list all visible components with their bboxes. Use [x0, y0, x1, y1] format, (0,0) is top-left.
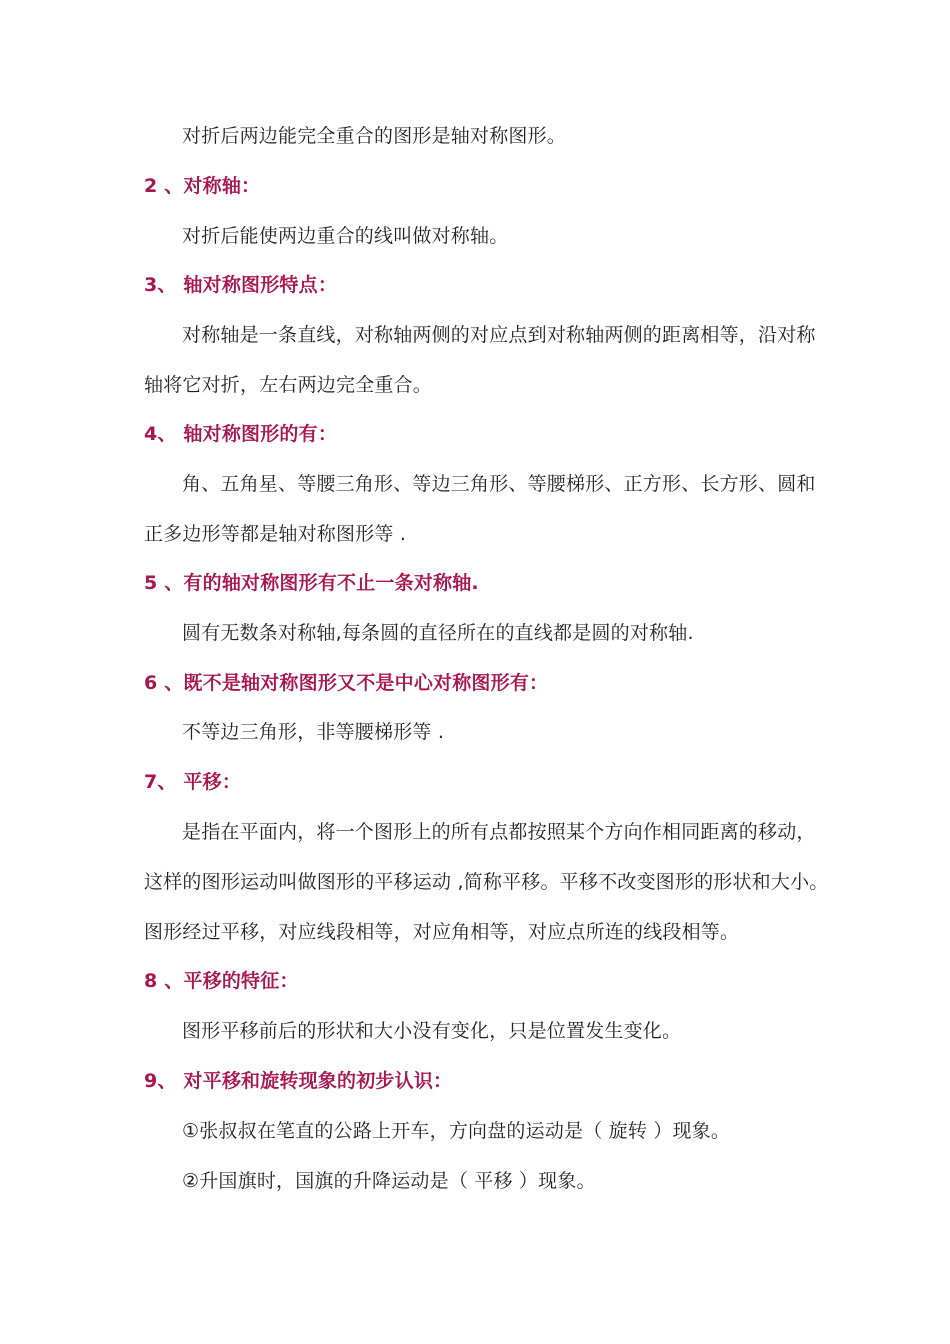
- paragraph-translation-features: 图形平移前后的形状和大小没有变化，只是位置发生变化。: [182, 1020, 682, 1042]
- paragraph-shapes-line2: 正多边形等都是轴对称图形等 .: [144, 523, 407, 545]
- paragraph-translation-line2: 这样的图形运动叫做图形的平移运动 ,简称平移。平移不改变图形的形状和大小。: [144, 871, 829, 893]
- heading-neither-symmetric: 6 、既不是轴对称图形又不是中心对称图形有：: [144, 672, 549, 694]
- heading-translation-rotation: 9、 对平移和旋转现象的初步认识：: [144, 1070, 453, 1092]
- paragraph-example-flag: ②升国旗时，国旗的升降运动是（ 平移 ）现象。: [182, 1170, 596, 1192]
- paragraph-features-line2: 轴将它对折，左右两边完全重合。: [144, 374, 433, 396]
- paragraph-features-line1: 对称轴是一条直线，对称轴两侧的对应点到对称轴两侧的距离相等，沿对称: [182, 324, 816, 346]
- paragraph-example-steering: ①张叔叔在笔直的公路上开车，方向盘的运动是（ 旋转 ）现象。: [182, 1120, 731, 1142]
- heading-multiple-axes: 5 、有的轴对称图形有不止一条对称轴.: [144, 572, 479, 594]
- heading-translation: 7、 平移：: [144, 771, 242, 793]
- paragraph-axis-definition: 对折后能使两边重合的线叫做对称轴。: [182, 225, 509, 247]
- paragraph-translation-line1: 是指在平面内，将一个图形上的所有点都按照某个方向作相同距离的移动，: [182, 821, 816, 843]
- paragraph-axisymmetric-definition: 对折后两边能完全重合的图形是轴对称图形。: [182, 125, 567, 147]
- paragraph-circle-axes: 圆有无数条对称轴,每条圆的直径所在的直线都是圆的对称轴.: [182, 622, 694, 644]
- paragraph-shapes-line1: 角、五角星、等腰三角形、等边三角形、等腰梯形、正方形、长方形、圆和: [182, 473, 816, 495]
- heading-axisymmetric-features: 3、 轴对称图形特点：: [144, 274, 338, 296]
- heading-translation-features: 8 、平移的特征：: [144, 970, 299, 992]
- paragraph-neither-examples: 不等边三角形，非等腰梯形等 .: [182, 721, 445, 743]
- heading-axis-of-symmetry: 2 、对称轴：: [144, 175, 261, 197]
- paragraph-translation-line3: 图形经过平移，对应线段相等，对应角相等，对应点所连的线段相等。: [144, 921, 740, 943]
- heading-axisymmetric-shapes: 4、 轴对称图形的有：: [144, 423, 338, 445]
